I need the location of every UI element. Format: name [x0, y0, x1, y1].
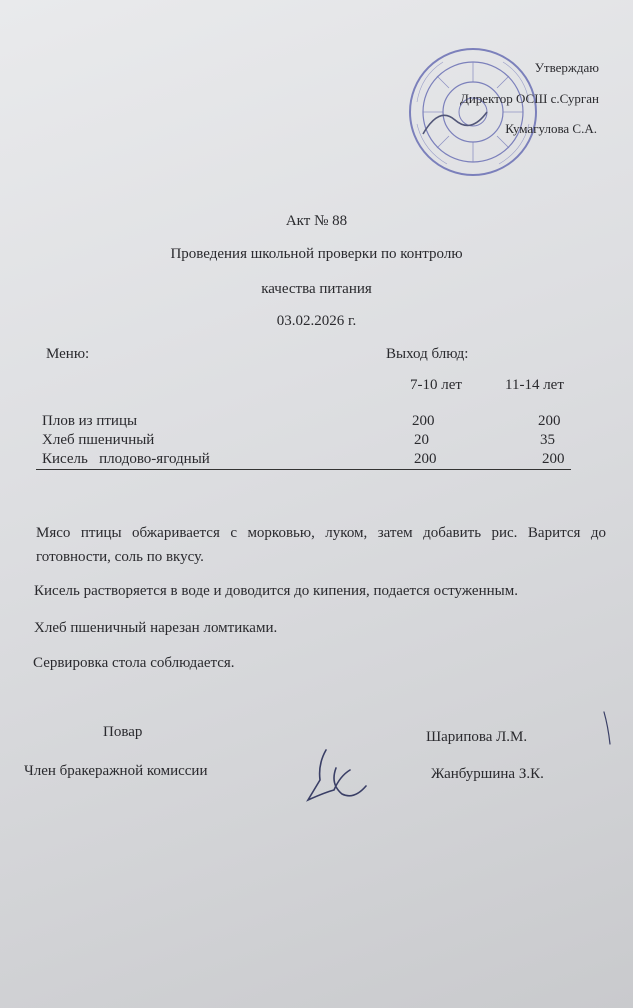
- role-commission-member: Член бракеражной комиссии: [24, 763, 208, 779]
- approval-line-3: Кумагулова С.А.: [505, 121, 597, 136]
- note-cooking: Мясо птицы обжаривается с морковью, луком, затем добавить рис. Варится до готовности, соль по вкусу.: [36, 525, 606, 565]
- dish-yield-7-10: 20: [414, 432, 429, 448]
- handwritten-signature-icon: [300, 740, 380, 806]
- act-title: Акт № 88: [285, 213, 348, 229]
- dish-yield-11-14: 200: [538, 413, 561, 429]
- act-subtitle-2: качества питания: [261, 281, 372, 297]
- pen-mark-icon: [598, 710, 614, 746]
- age-column-1: 7-10 лет: [410, 377, 462, 393]
- role-cook: Повар: [103, 724, 143, 740]
- dish-yield-7-10: 200: [414, 451, 437, 467]
- note-kissel: Кисель растворяется в воде и доводится до кипения, подается остуженным.: [34, 583, 518, 599]
- dish-name: Кисель плодово-ягодный: [42, 451, 210, 467]
- name-cook: Шарипова Л.М.: [426, 729, 528, 745]
- dish-yield-11-14: 35: [540, 432, 555, 448]
- note-bread: Хлеб пшеничный нарезан ломтиками.: [34, 620, 278, 636]
- round-seal-icon: [403, 46, 543, 178]
- age-column-2: 11-14 лет: [505, 377, 564, 393]
- note-serving: Сервировка стола соблюдается.: [33, 655, 235, 671]
- menu-row: [36, 413, 571, 431]
- menu-row: [36, 451, 571, 470]
- approval-line-2: Директор ОСШ с.Сурган: [459, 91, 599, 106]
- dish-name: Плов из птицы: [42, 413, 138, 429]
- approval-line-1: Утверждаю: [534, 60, 599, 75]
- menu-row: [36, 432, 571, 450]
- act-date: 03.02.2026 г.: [276, 313, 357, 329]
- dish-yield-11-14: 200: [542, 451, 565, 467]
- name-commission-member: Жанбуршина З.К.: [431, 766, 544, 782]
- menu-label: Меню:: [46, 346, 90, 362]
- dish-yield-7-10: 200: [412, 413, 435, 429]
- dish-name: Хлеб пшеничный: [42, 432, 155, 448]
- output-label: Выход блюд:: [386, 346, 469, 362]
- act-subtitle-1: Проведения школьной проверки по контролю: [170, 246, 463, 262]
